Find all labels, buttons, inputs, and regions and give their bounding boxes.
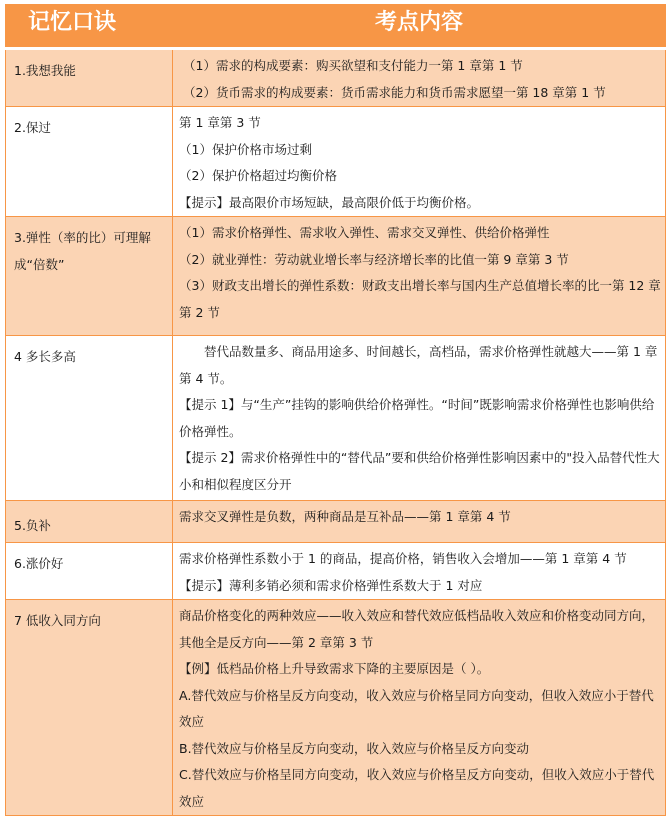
row-key: 4 多长多高 xyxy=(6,336,173,501)
content-line: C.替代效应与价格呈同方向变动，收入效应与价格呈反方向变动，但收入效应小于替代效应 xyxy=(179,767,655,809)
content-line: （2）保护价格超过均衡价格 xyxy=(179,168,337,183)
row-content xyxy=(173,49,666,107)
row-content xyxy=(173,217,666,336)
table-row xyxy=(6,600,666,816)
row-content xyxy=(173,501,666,543)
content-line: 【提示 1】与“生产”挂钩的影响供给价格弹性。“时间”既影响需求价格弹性也影响供给价格弹性。 xyxy=(179,397,655,439)
row-key: 3.弹性（率的比）可理解成“倍数” xyxy=(6,217,173,336)
content-line: （1）保护价格市场过剩 xyxy=(179,141,312,157)
content-line: A.替代效应与价格呈反方向变动，收入效应与价格呈同方向变动，但收入效应小于替代效应 xyxy=(179,687,654,729)
row-content xyxy=(173,107,666,217)
row-content xyxy=(173,336,666,501)
row-key: 5.负补 xyxy=(6,501,173,543)
content-line: （1）需求的构成要素：购买欲望和支付能力一第 1 章第 1 节 xyxy=(183,58,523,73)
content-line: 【提示 2】需求价格弹性中的“替代品”要和供给价格弹性影响因素中的"投入品替代性大小和相似程度区分开 xyxy=(179,450,660,492)
row-key: 2.保过 xyxy=(6,107,173,217)
content-line: （1）需求价格弹性、需求收入弹性、需求交叉弹性、供给价格弹性 xyxy=(179,225,550,240)
header-content: 考点内容 xyxy=(173,5,666,49)
table-row xyxy=(6,501,666,543)
table-row xyxy=(6,107,666,217)
content-line: 【提示】最高限价市场短缺，最高限价低于均衡价格。 xyxy=(179,194,480,210)
row-key: 1.我想我能 xyxy=(6,49,173,107)
header-mnemonic: 记忆口诀 xyxy=(6,5,173,49)
content-line: 【例】低档品价格上升导致需求下降的主要原因是（ ）。 xyxy=(179,661,490,676)
content-line: 需求价格弹性系数小于 1 的商品，提高价格，销售收入会增加——第 1 章第 4 节 xyxy=(179,551,627,566)
table-row xyxy=(6,49,666,107)
content-line: 第 1 章第 3 节 xyxy=(179,115,261,130)
table-row xyxy=(6,336,666,501)
table-header xyxy=(6,5,666,49)
content-line: 替代品数量多、商品用途多、时间越长，高档品，需求价格弹性就越大——第 1 章第 4 节。 xyxy=(179,344,658,386)
table-row xyxy=(6,217,666,336)
content-line: （3）财政支出增长的弹性系数：财政支出增长率与国内生产总值增长率的比一第 12 章第 2 节 xyxy=(179,278,661,320)
row-key: 6.涨价好 xyxy=(6,543,173,600)
content-line: （2）货币需求的构成要素：货币需求能力和货币需求愿望一第 18 章第 1 节 xyxy=(183,84,606,100)
row-content xyxy=(173,543,666,600)
row-content xyxy=(173,600,666,816)
content-line: 商品价格变化的两种效应——收入效应和替代效应低档品收入效应和价格变动同方向，其他全是反方向——第 2 章第 3 节 xyxy=(179,608,655,650)
table-row xyxy=(6,543,666,600)
content-line: 需求交叉弹性是负数，两种商品是互补品——第 1 章第 4 节 xyxy=(179,509,511,524)
content-line: （2）就业弹性：劳动就业增长率与经济增长率的比值一第 9 章第 3 节 xyxy=(179,251,569,267)
content-line: 【提示】薄利多销必须和需求价格弹性系数大于 1 对应 xyxy=(179,577,483,593)
content-line: B.替代效应与价格呈反方向变动，收入效应与价格呈反方向变动 xyxy=(179,740,530,756)
row-key: 7 低收入同方向 xyxy=(6,600,173,816)
memory-table xyxy=(5,4,666,816)
